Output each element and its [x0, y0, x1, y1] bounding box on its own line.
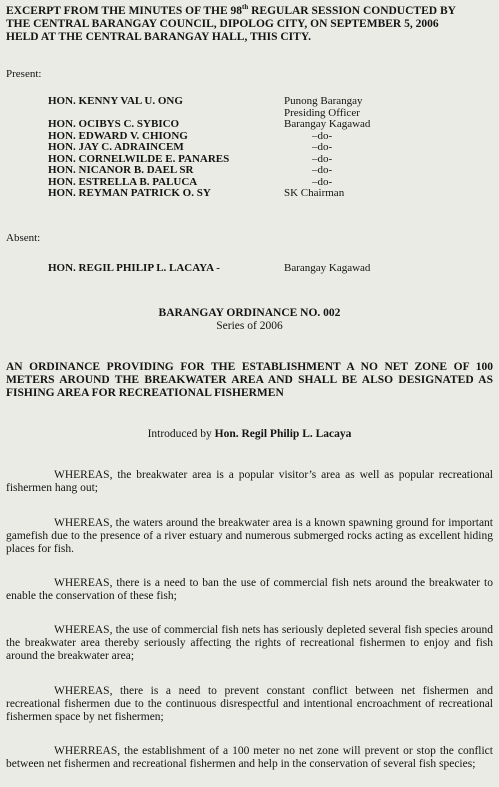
attendee-row: Presiding Officer — [284, 106, 360, 119]
attendee-row: HON. JAY C. ADRAINCEM –do- — [48, 141, 333, 153]
attendee-row: HON. REGIL PHILIP L. LACAYA - Barangay Kagawad — [48, 262, 371, 274]
attendee-row: HON. KENNY VAL U. ONG Punong Barangay — [48, 95, 363, 107]
header-line-1: EXCERPT FROM THE MINUTES OF THE 98th REGULAR SESSION CONDUCTED BY — [6, 3, 456, 17]
header-line-2: THE CENTRAL BARANGAY COUNCIL, DIPOLOG CITY, ON SEPTEMBER 5, 2006 — [6, 18, 439, 30]
attendee-row: HON. ESTRELLA B. PALUCA –do- — [48, 175, 333, 188]
whereas-clause: WHEREAS, the use of commercial fish nets has seriously depleted several fish species around the breakwater area thereby seriously affecting the rights of recreational fishermen to enjoy and fish around the breakwater area; — [6, 624, 493, 662]
attendee-row: HON. EDWARD V. CHIONG –do- — [48, 129, 333, 142]
ordinance-title: BARANGAY ORDINANCE NO. 002 — [158, 307, 341, 319]
whereas-clause: WHEREAS, the waters around the breakwater area is a known spawning ground for important gamefish due to the presence of a river estuary and numerous submerged rocks acting as excellent hiding places for fish. — [6, 517, 493, 555]
attendee-row: HON. OCIBYS C. SYBICO Barangay Kagawad — [48, 118, 371, 130]
header-line-3: HELD AT THE CENTRAL BARANGAY HALL, THIS CITY. — [6, 31, 311, 43]
whereas-clause: WHEREAS, there is a need to prevent constant conflict between net fishermen and recreational fishermen due to the continuous disrespectful and intentional encroachment of recreational fishermen space by net fishermen; — [6, 685, 493, 723]
whereas-clause: WHERREAS, the establishment of a 100 meter no net zone will prevent or stop the conflict between net fishermen and recreational fishermen and help in the conservation of several fish species; — [6, 745, 493, 770]
whereas-clause: WHEREAS, there is a need to ban the use of commercial fish nets around the breakwater to enable the conservation of these fish; — [6, 577, 493, 602]
attendee-row: HON. CORNELWILDE E. PANARES –do- — [48, 152, 333, 165]
present-list — [48, 96, 488, 200]
ordinance-heading: AN ORDINANCE PROVIDING FOR THE ESTABLISHMENT A NO NET ZONE OF 100 METERS AROUND THE BREAKWATER AREA AND SHALL BE ALSO DESIGNATED AS FISHING AREA FOR RECREATIONAL FISHERMEN — [6, 361, 493, 399]
attendee-row: HON. NICANOR B. DAEL SR –do- — [48, 164, 333, 176]
ordinance-series: Series of 2006 — [216, 320, 283, 332]
whereas-clause: WHEREAS, the breakwater area is a popular visitor’s area as well as popular recreational fishermen hang out; — [6, 469, 493, 494]
attendee-row: HON. REYMAN PATRICK O. SY SK Chairman — [48, 187, 345, 199]
minutes-header — [6, 5, 493, 44]
present-label: Present: — [6, 68, 42, 80]
introduced-by: Introduced by Hon. Regil Philip L. Lacaya — [147, 428, 352, 440]
absent-label: Absent: — [6, 232, 41, 244]
absent-list — [48, 263, 488, 275]
